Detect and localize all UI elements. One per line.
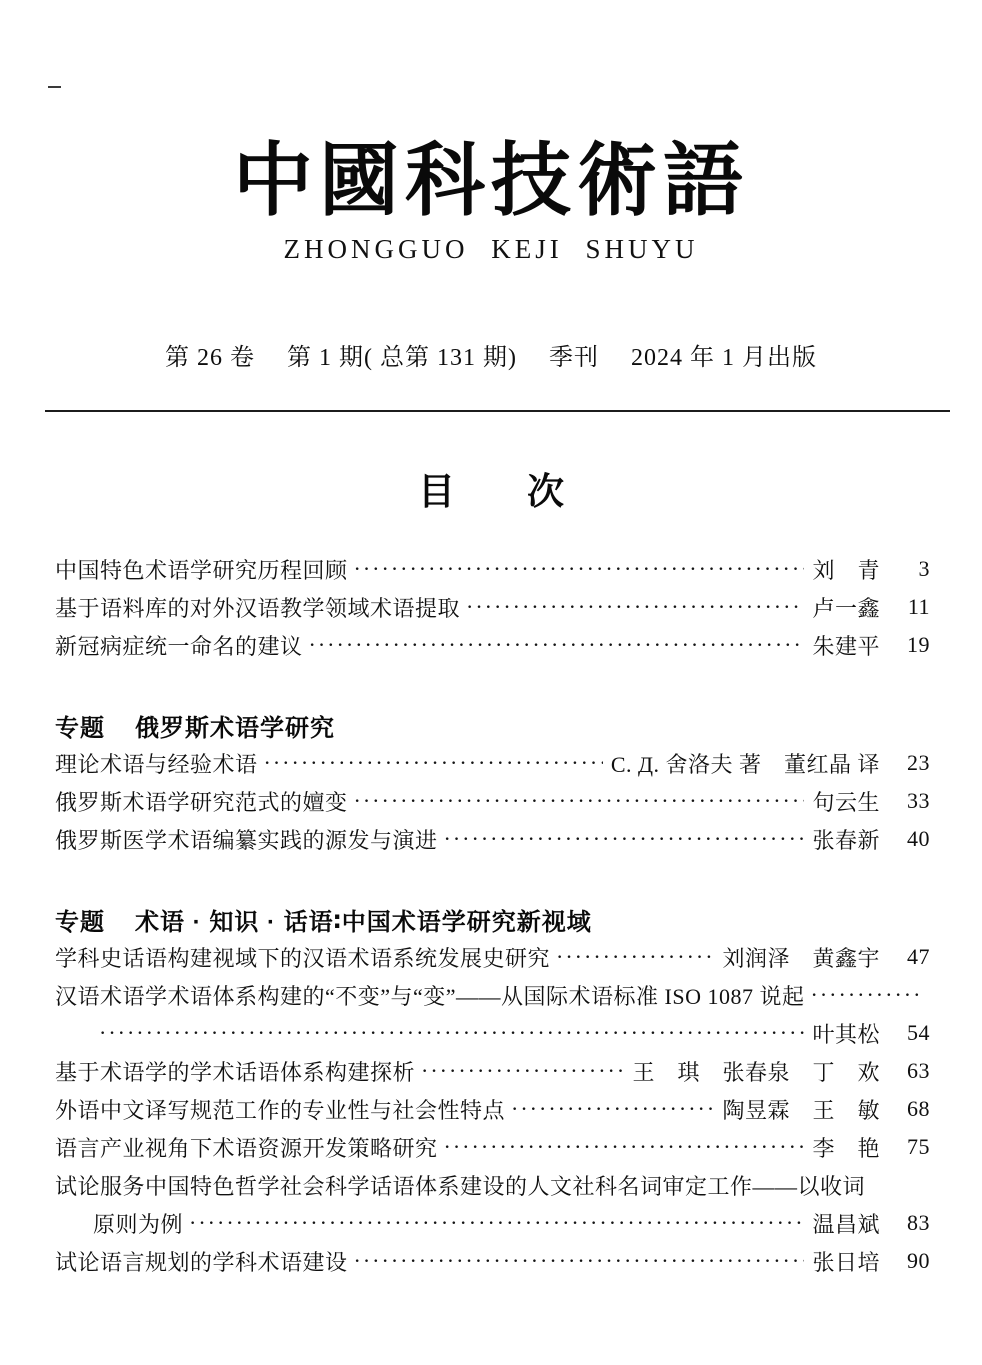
toc-entry-authors: 句云生 bbox=[812, 789, 880, 815]
toc-entry-page-number: 68 bbox=[907, 1096, 930, 1121]
toc-section-heading bbox=[55, 900, 930, 938]
toc-entry-page-number: 54 bbox=[907, 1020, 930, 1045]
dot-leader bbox=[354, 556, 805, 582]
toc-entry-line bbox=[55, 938, 930, 976]
dot-leader bbox=[556, 944, 714, 970]
table-of-contents bbox=[55, 550, 930, 1280]
toc-section-label: 专题 bbox=[55, 908, 105, 936]
dot-leader bbox=[309, 632, 805, 658]
toc-entry-authors: 王 琪 张春泉 丁 欢 bbox=[632, 1059, 880, 1085]
issue-info-line: 第 26 卷 第 1 期( 总第 131 期) 季刊 2024 年 1 月出版 bbox=[165, 345, 817, 371]
toc-entry-title: 俄罗斯术语学研究范式的嬗变 bbox=[55, 789, 348, 815]
toc-entry-line bbox=[55, 1204, 930, 1242]
toc-entry-title: 学科史话语构建视域下的汉语术语系统发展史研究 bbox=[55, 945, 551, 971]
toc-entry-authors: 刘润泽 黄鑫宇 bbox=[722, 945, 880, 971]
dot-leader bbox=[444, 1134, 805, 1160]
toc-entry-line bbox=[55, 588, 930, 626]
toc-entry-authors: 张春新 bbox=[812, 827, 880, 853]
dot-leader bbox=[466, 594, 804, 620]
toc-entry-title: 基于语料库的对外汉语教学领域术语提取 bbox=[55, 595, 461, 621]
toc-entry-title: 汉语术语学术语体系构建的“不变”与“变”——从国际术语标准 ISO 1087 说起 bbox=[55, 983, 805, 1009]
toc-entry-page-number: 47 bbox=[907, 944, 930, 969]
toc-entry-title: 原则为例 bbox=[93, 1211, 184, 1237]
toc-entry-page-number: 11 bbox=[907, 594, 930, 619]
toc-entry-line bbox=[55, 782, 930, 820]
toc-section-label: 专题 bbox=[55, 714, 105, 742]
horizontal-divider bbox=[45, 410, 950, 412]
toc-entry-title: 理论术语与经验术语 bbox=[55, 751, 258, 777]
toc-entry-title: 外语中文译写规范工作的专业性与社会性特点 bbox=[55, 1097, 506, 1123]
toc-entry-page-number: 63 bbox=[907, 1058, 930, 1083]
toc-entry-page-number: 83 bbox=[907, 1210, 930, 1235]
dot-leader bbox=[511, 1096, 714, 1122]
dot-leader bbox=[354, 788, 805, 814]
toc-entry-line bbox=[55, 1242, 930, 1280]
toc-section-title: 术语 · 知识 · 话语∶中国术语学研究新视域 bbox=[135, 908, 592, 936]
toc-entry-page-number: 40 bbox=[907, 826, 930, 851]
toc-entry-line bbox=[55, 1166, 930, 1204]
journal-title-pinyin: ZHONGGUO KEJI SHUYU bbox=[283, 234, 699, 264]
toc-entry-line bbox=[55, 1052, 930, 1090]
toc-entry-authors: 李 艳 bbox=[812, 1135, 880, 1161]
toc-entry-authors: 张日培 bbox=[812, 1249, 880, 1275]
toc-entry-line bbox=[55, 820, 930, 858]
toc-entry-title: 俄罗斯医学术语编纂实践的源发与演进 bbox=[55, 827, 438, 853]
toc-entry-page-number: 19 bbox=[907, 632, 930, 657]
toc-entry-page-number: 75 bbox=[907, 1134, 930, 1159]
toc-entry-authors: 刘 青 bbox=[812, 557, 880, 583]
toc-entry-authors: 叶其松 bbox=[812, 1021, 880, 1047]
dot-leader bbox=[354, 1248, 805, 1274]
toc-entry-page-number: 3 bbox=[918, 556, 930, 581]
contents-heading-char-2: 次 bbox=[527, 471, 564, 512]
toc-entry-authors: 陶昱霖 王 敏 bbox=[722, 1097, 880, 1123]
toc-entry-authors: С. Д. 舍洛夫 著 董红晶 译 bbox=[610, 751, 880, 777]
toc-entry-authors: 温昌斌 bbox=[812, 1211, 880, 1237]
toc-entry-title: 试论服务中国特色哲学社会科学话语体系建设的人文社科名词审定工作——以收词 bbox=[55, 1173, 866, 1199]
journal-title-calligraphy: 中國科技術語 bbox=[233, 133, 749, 227]
toc-entry-title: 中国特色术语学研究历程回顾 bbox=[55, 557, 348, 583]
toc-entry-line bbox=[55, 744, 930, 782]
contents-heading-char-1: 目 bbox=[418, 471, 455, 512]
dot-leader bbox=[189, 1210, 804, 1236]
toc-entry-authors: 卢一鑫 bbox=[812, 595, 880, 621]
toc-entry-line bbox=[55, 976, 930, 1014]
toc-entry-line bbox=[55, 626, 930, 664]
dot-leader bbox=[444, 826, 805, 852]
toc-entry-page-number: 23 bbox=[907, 750, 930, 775]
toc-entry-page-number: 90 bbox=[907, 1248, 930, 1273]
toc-section-title: 俄罗斯术语学研究 bbox=[135, 714, 335, 742]
dot-leader bbox=[264, 750, 603, 776]
dot-leader bbox=[421, 1058, 624, 1084]
toc-entry-title: 基于术语学的学术话语体系构建探析 bbox=[55, 1059, 416, 1085]
toc-entry-title: 语言产业视角下术语资源开发策略研究 bbox=[55, 1135, 438, 1161]
toc-entry-title: 新冠病症统一命名的建议 bbox=[55, 633, 303, 659]
toc-entry-line bbox=[55, 550, 930, 588]
toc-section-heading bbox=[55, 706, 930, 744]
toc-entry-page-number: 33 bbox=[907, 788, 930, 813]
toc-entry-line bbox=[55, 1128, 930, 1166]
contents-heading bbox=[0, 470, 982, 514]
toc-entry-line bbox=[55, 1090, 930, 1128]
masthead bbox=[0, 0, 982, 265]
toc-entry-title: 试论语言规划的学科术语建设 bbox=[55, 1249, 348, 1275]
toc-entry-line bbox=[55, 1014, 930, 1052]
corner-crop-mark bbox=[48, 86, 61, 88]
dot-leader bbox=[811, 982, 922, 1008]
dot-leader bbox=[99, 1020, 804, 1046]
toc-entry-authors: 朱建平 bbox=[812, 633, 880, 659]
